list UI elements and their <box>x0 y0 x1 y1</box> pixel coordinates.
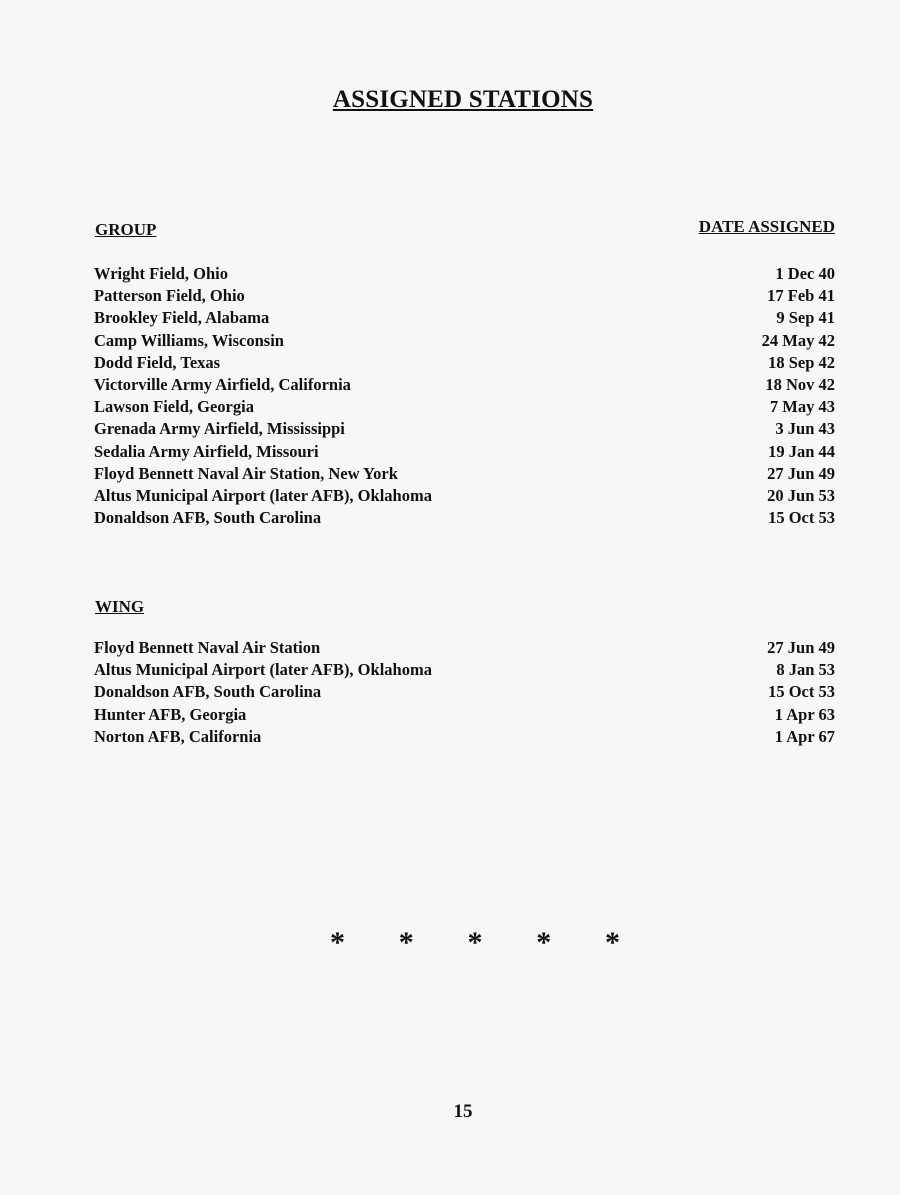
date-assigned: 17 Feb 41 <box>767 286 835 306</box>
group-row <box>94 463 835 485</box>
page-title: ASSIGNED STATIONS <box>332 86 594 113</box>
group-row <box>94 507 835 529</box>
wing-row <box>94 659 835 681</box>
date-assigned: 7 May 43 <box>769 397 835 417</box>
date-assigned: 18 Nov 42 <box>765 374 835 394</box>
wing-heading: WING <box>95 597 145 616</box>
date-assigned: 8 Jan 53 <box>776 660 835 680</box>
separator-star: * <box>605 926 620 959</box>
date-assigned: 27 Jun 49 <box>767 463 835 483</box>
separator-star: * <box>398 926 414 959</box>
date-assigned: 1 Dec 40 <box>775 264 835 283</box>
station-name: Donaldson AFB, South Carolina <box>94 508 322 528</box>
station-name: Norton AFB, California <box>94 726 262 746</box>
group-row <box>94 263 835 285</box>
group-row <box>94 307 835 329</box>
group-row <box>94 374 835 396</box>
group-row <box>94 330 835 352</box>
group-row <box>94 418 835 440</box>
station-name: Patterson Field, Ohio <box>94 286 245 306</box>
station-name: Victorville Army Airfield, California <box>94 374 351 394</box>
separator-star: * <box>536 926 552 959</box>
group-row <box>94 441 835 463</box>
date-assigned: 1 Apr 63 <box>774 704 835 724</box>
station-name: Sedalia Army Airfield, Missouri <box>94 441 319 461</box>
station-name: Dodd Field, Texas <box>94 352 221 372</box>
date-assigned: 27 Jun 49 <box>767 638 835 657</box>
group-row <box>94 396 835 418</box>
date-assigned: 15 Oct 53 <box>768 508 835 528</box>
date-assigned: 15 Oct 53 <box>768 682 835 702</box>
wing-row <box>94 726 835 748</box>
date-assigned: 3 Jun 43 <box>775 419 835 439</box>
group-heading: GROUP <box>95 220 157 239</box>
date-assigned: 9 Sep 41 <box>776 308 835 328</box>
station-name: Floyd Bennett Naval Air Station, New York <box>94 463 398 483</box>
station-name: Altus Municipal Airport (later AFB), Oklahoma <box>94 660 432 680</box>
wing-station-list <box>94 637 835 748</box>
date-assigned: 19 Jan 44 <box>768 441 835 461</box>
separator-star: * <box>330 926 345 959</box>
wing-row <box>94 637 835 659</box>
group-row <box>94 285 835 307</box>
group-row <box>94 485 835 507</box>
wing-row <box>94 704 835 726</box>
page-number: 15 <box>453 1101 473 1122</box>
station-name: Floyd Bennett Naval Air Station <box>94 638 321 657</box>
station-name: Grenada Army Airfield, Mississippi <box>94 419 345 439</box>
section-separator <box>330 926 620 960</box>
date-assigned: 20 Jun 53 <box>767 485 835 505</box>
station-name: Hunter AFB, Georgia <box>94 704 247 724</box>
station-name: Altus Municipal Airport (later AFB), Oklahoma <box>94 485 432 505</box>
group-row <box>94 352 835 374</box>
group-station-list <box>94 263 835 529</box>
separator-star: * <box>467 926 483 959</box>
wing-row <box>94 681 835 703</box>
station-name: Lawson Field, Georgia <box>94 397 254 417</box>
date-assigned: 18 Sep 42 <box>768 352 835 372</box>
station-name: Brookley Field, Alabama <box>94 308 270 328</box>
date-assigned-heading: DATE ASSIGNED <box>698 217 835 236</box>
date-assigned: 1 Apr 67 <box>774 726 835 746</box>
station-name: Camp Williams, Wisconsin <box>94 330 284 350</box>
date-assigned: 24 May 42 <box>761 330 835 350</box>
station-name: Donaldson AFB, South Carolina <box>94 682 322 702</box>
station-name: Wright Field, Ohio <box>94 264 228 283</box>
